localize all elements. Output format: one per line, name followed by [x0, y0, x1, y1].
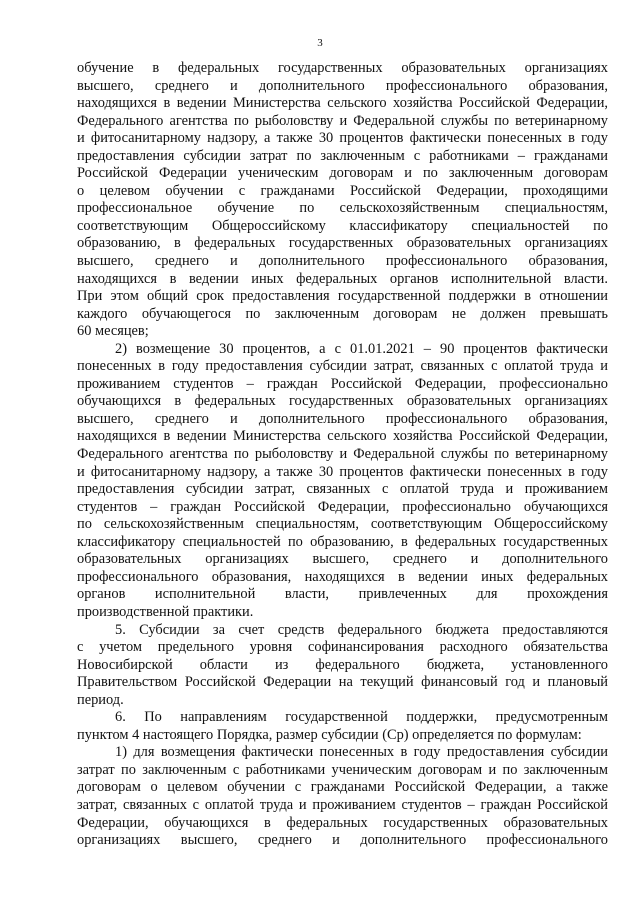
- text-line: высшего, среднего и дополнительного профессионального образования,: [77, 253, 608, 270]
- text-line: с учетом предельного уровня софинансирования расходного обязательства: [77, 639, 608, 656]
- text-line: период.: [77, 691, 124, 708]
- text-line: по сельскохозяйственным специальностям, соответствующим Общероссийскому: [77, 516, 608, 533]
- text-line: При этом общий срок предоставления государственной поддержки в отношении: [77, 288, 608, 305]
- text-line: понесенных в году предоставления субсидии затрат, связанных с оплатой труда и: [77, 358, 608, 375]
- text-line: образованию, в федеральных государственных образовательных организациях: [77, 235, 608, 252]
- text-line: затрат, связанных с оплатой труда и проживанием студентов – граждан Российской: [77, 796, 608, 813]
- text-line: пунктом 4 настоящего Порядка, размер субсидии (Ср) определяется по формулам:: [77, 726, 582, 743]
- text-line: высшего, среднего и дополнительного профессионального образования,: [77, 410, 608, 427]
- text-line: обучение в федеральных государственных образовательных организациях: [77, 60, 608, 76]
- text-line: и фитосанитарному надзору, а также 30 процентов фактически понесенных в году: [77, 130, 608, 147]
- text-line: о целевом обучении с гражданами Российской Федерации, проходящими: [77, 182, 608, 199]
- text-line: договорам о целевом обучении с гражданами Российской Федерации, а также: [77, 779, 608, 796]
- text-line: образовательных организациях высшего, среднего и дополнительного: [77, 551, 608, 568]
- text-line: находящихся в ведении Министерства сельского хозяйства Российской Федерации,: [77, 95, 608, 112]
- text-line: проживанием студентов – граждан Российской Федерации, профессионально: [77, 375, 608, 392]
- text-line: и фитосанитарному надзору, а также 30 процентов фактически понесенных в году: [77, 463, 608, 480]
- text-line: 6. По направлениям государственной поддержки, предусмотренным: [115, 709, 608, 726]
- text-line: производственной практики.: [77, 603, 254, 620]
- text-line: каждого обучающегося по заключенным договорам не должен превышать: [77, 305, 608, 322]
- paragraph: [77, 709, 608, 744]
- text-line: профессиональное обучение по сельскохозяйственным специальностям,: [77, 200, 608, 217]
- text-line: Федерации, обучающихся в федеральных государственных образовательных: [77, 814, 608, 831]
- document-body: [77, 60, 608, 850]
- text-line: находящихся в ведении иных федеральных органов исполнительной власти.: [77, 270, 608, 287]
- text-line: Федерального агентства по рыболовству и Федеральной службы по ветеринарному: [77, 446, 608, 463]
- paragraph: [77, 744, 608, 849]
- text-line: Российской Федерации ученическим договорам и по заключенным договорам: [77, 165, 608, 182]
- paragraph: [77, 341, 608, 622]
- text-line: Федерального агентства по рыболовству и Федеральной службы по ветеринарному: [77, 112, 608, 129]
- text-line: профессионального образования, находящихся в ведении иных федеральных: [77, 568, 608, 585]
- text-line: обучающихся в федеральных государственных образовательных организациях: [77, 393, 608, 410]
- text-line: соответствующим Общероссийскому классификатору специальностей по: [77, 217, 608, 234]
- text-line: предоставления субсидии затрат по заключенным с работниками – гражданами: [77, 147, 608, 164]
- text-line: высшего, среднего и дополнительного профессионального образования,: [77, 77, 608, 94]
- paragraph: [77, 622, 608, 710]
- text-line: Новосибирской области из федерального бюджета, установленного: [77, 656, 608, 673]
- text-line: органов исполнительной власти, привлеченных для прохождения: [77, 586, 608, 603]
- text-line: 60 месяцев;: [77, 323, 149, 340]
- text-line: предоставления субсидии затрат, связанных с оплатой труда и проживанием: [77, 481, 608, 498]
- page-number: 3: [317, 37, 323, 49]
- paragraph: [77, 60, 608, 341]
- text-line: Правительством Российской Федерации на текущий финансовый год и плановый: [77, 674, 608, 691]
- text-line: 2) возмещение 30 процентов, а с 01.01.2021 – 90 процентов фактически: [115, 340, 608, 357]
- text-line: 5. Субсидии за счет средств федерального бюджета предоставляются: [115, 621, 608, 638]
- text-line: классификатору специальностей по образованию, в федеральных государственных: [77, 533, 608, 550]
- text-line: затрат по заключенным с работниками ученическим договорам и по заключенным: [77, 761, 608, 778]
- text-line: студентов – граждан Российской Федерации, профессионально обучающихся: [77, 498, 608, 515]
- text-line: организациях высшего, среднего и дополнительного профессионального: [77, 832, 608, 849]
- text-line: 1) для возмещения фактически понесенных в году предоставления субсидии: [115, 744, 608, 761]
- text-line: находящихся в ведении Министерства сельского хозяйства Российской Федерации,: [77, 428, 608, 445]
